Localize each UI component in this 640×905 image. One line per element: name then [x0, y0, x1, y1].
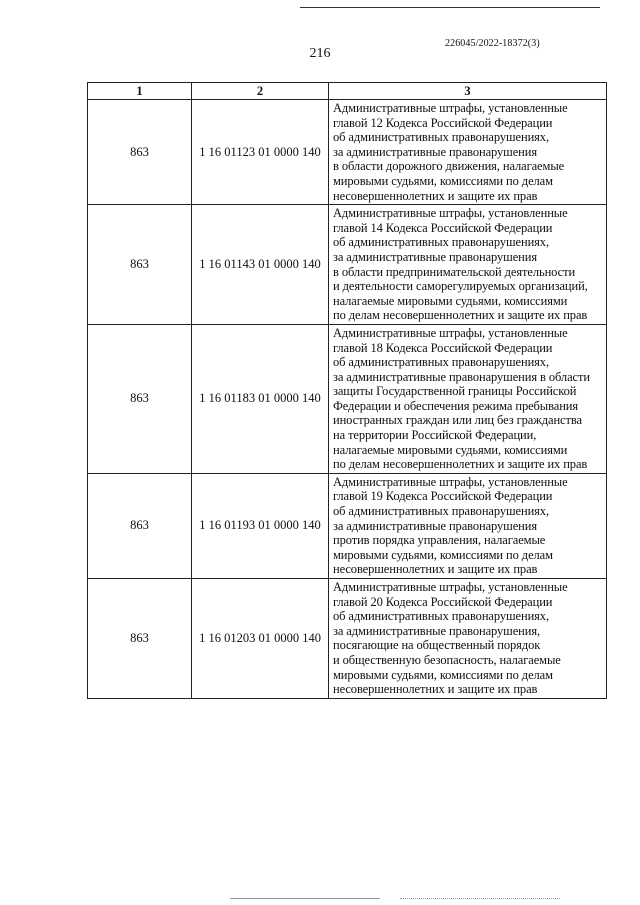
column-header-1: 1: [88, 83, 192, 100]
table-row: [88, 324, 607, 473]
budget-code-cell: 1 16 01193 01 0000 140: [192, 473, 329, 578]
description-cell: Административные штрафы, установленные главой 12 Кодекса Российской Федерации об административных правонарушениях, за административные правонарушения в области дорожного движения, налагаемые мировыми судьями, комиссиями по делам несовершеннолетних и защите их прав: [329, 100, 607, 205]
admin-code-cell: 863: [88, 324, 192, 473]
budget-code-cell: 1 16 01143 01 0000 140: [192, 205, 329, 325]
description-cell: Административные штрафы, установленные главой 14 Кодекса Российской Федерации об административных правонарушениях, за административные правонарушения в области предпринимательской деятельности и деятельности саморегулируемых организаций, налагаемые мировыми судьями, комиссиями по делам несовершеннолетних и защите их прав: [329, 205, 607, 325]
column-header-2: 2: [192, 83, 329, 100]
page-number: 216: [309, 46, 331, 61]
admin-code-cell: 863: [88, 473, 192, 578]
top-rule: [300, 7, 600, 8]
table-row: [88, 205, 607, 325]
scan-artifact-line: [400, 898, 560, 899]
scan-artifact-line: [230, 898, 380, 899]
description-cell: Административные штрафы, установленные главой 18 Кодекса Российской Федерации об административных правонарушениях, за административные правонарушения в области защиты Государственной границы Российской Федерации и обеспечения режима пребывания иностранных граждан или лиц без гражданства на территории Российской Федерации, налагаемые мировыми судьями, комиссиями по делам несовершеннолетних и защите их прав: [329, 324, 607, 473]
admin-code-cell: 863: [88, 579, 192, 699]
admin-code-cell: 863: [88, 205, 192, 325]
budget-code-cell: 1 16 01123 01 0000 140: [192, 100, 329, 205]
description-cell: Административные штрафы, установленные главой 20 Кодекса Российской Федерации об административных правонарушениях, за административные правонарушения, посягающие на общественный порядок и общественную безопасность, налагаемые мировыми судьями, комиссиями по делам несовершеннолетних и защите их прав: [329, 579, 607, 699]
admin-code-cell: 863: [88, 100, 192, 205]
description-cell: Административные штрафы, установленные главой 19 Кодекса Российской Федерации об административных правонарушениях, за административные правонарушения против порядка управления, налагаемые мировыми судьями, комиссиями по делам несовершеннолетних и защите их прав: [329, 473, 607, 578]
budget-code-cell: 1 16 01183 01 0000 140: [192, 324, 329, 473]
table-row: [88, 579, 607, 699]
table-row: [88, 100, 607, 205]
revenue-codes-table: [87, 82, 607, 699]
table-header-row: [88, 83, 607, 100]
budget-code-cell: 1 16 01203 01 0000 140: [192, 579, 329, 699]
table-row: [88, 473, 607, 578]
column-header-3: 3: [329, 83, 607, 100]
document-number: 226045/2022-18372(3): [445, 38, 540, 49]
